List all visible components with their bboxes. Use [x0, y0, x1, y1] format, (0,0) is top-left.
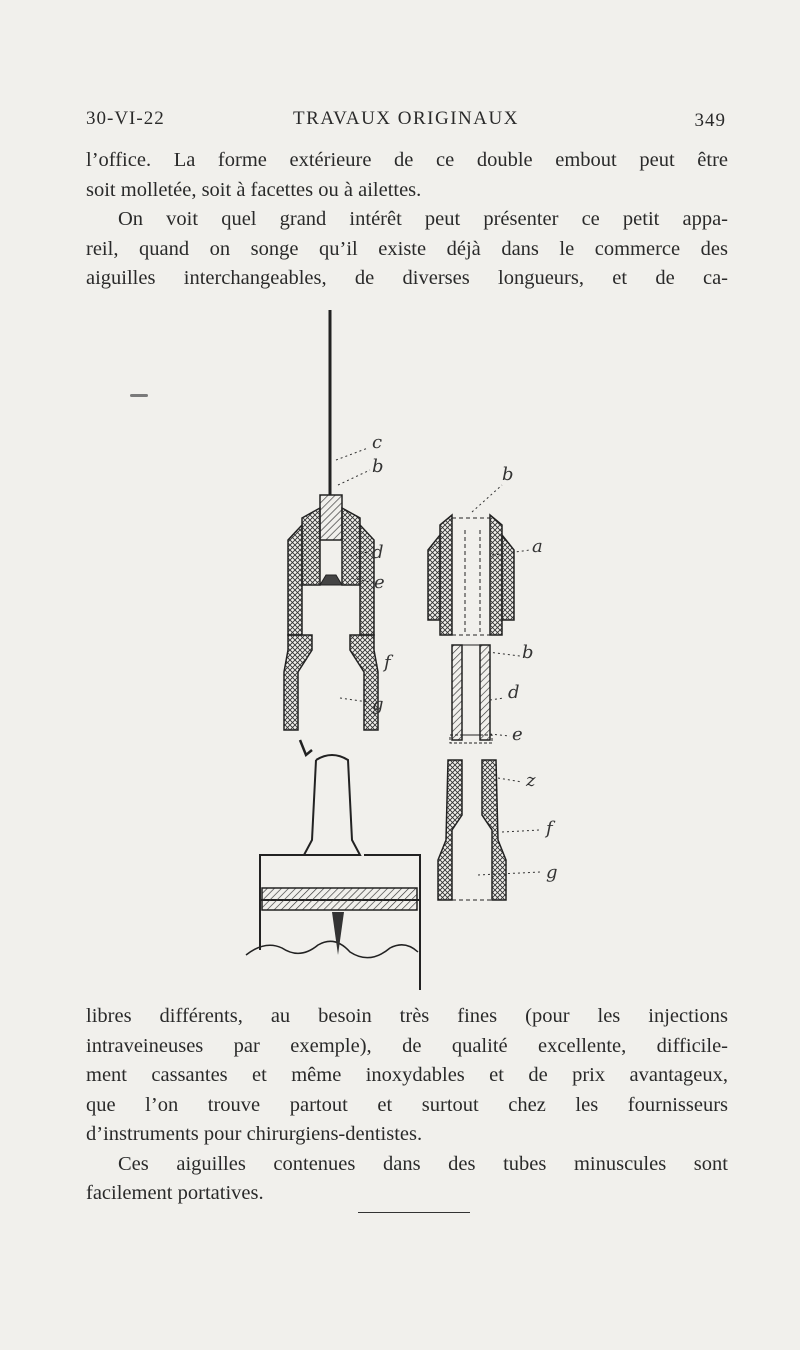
text-line: que l’on trouve partout et surtout chez les fournisseurs [86, 1093, 728, 1116]
text-line: l’office. La forme extérieure de ce double embout peut être [86, 149, 728, 171]
label-d: d [372, 542, 384, 563]
hub-b [452, 645, 490, 740]
mount-seat [320, 575, 342, 585]
label-b: b [502, 464, 514, 485]
text-line: intraveineuses par exemple), de qualité excellente, difficile- [86, 1034, 728, 1057]
needle-diagram [240, 300, 580, 1000]
label-f: f [546, 818, 553, 839]
label-z: z [526, 770, 536, 791]
label-d: d [508, 682, 520, 703]
label-a: a [532, 536, 543, 557]
text-line: soit molletée, soit à facettes ou à ailettes. [86, 178, 422, 201]
ink-speck [130, 394, 148, 397]
paragraph [86, 1002, 728, 1150]
mount-taper [284, 635, 312, 730]
mount-a [440, 515, 502, 635]
running-header [86, 108, 726, 136]
text-line: libres différents, au besoin très fines (pour les injections [86, 1005, 728, 1027]
needle-hub [320, 495, 342, 540]
paragraph [86, 205, 728, 294]
label-b: b [522, 642, 534, 663]
text-line: reil, quand on songe qu’il existe déjà dans le commerce des [86, 237, 728, 260]
mount-taper [350, 635, 378, 730]
text-line: aiguilles interchangeables, de diverses longueurs, et de ca- [86, 267, 728, 289]
text-line: Ces aiguilles contenues dans des tubes minuscules sont [118, 1152, 728, 1175]
body-text-top [86, 146, 728, 294]
label-f: f [384, 652, 391, 673]
label-c: c [372, 432, 383, 453]
label-e: e [374, 572, 385, 593]
adapter-z [438, 760, 462, 900]
label-g: g [372, 694, 384, 715]
text-line: On voit quel grand intérêt peut présenter ce petit appa- [118, 208, 728, 230]
header-section-title: TRAVAUX ORIGINAUX [293, 108, 519, 129]
paragraph [86, 146, 728, 205]
label-e: e [512, 724, 523, 745]
label-g: g [546, 862, 558, 883]
paragraph [86, 1150, 728, 1209]
text-line: ment cassantes et même inoxydables et de prix avantageux, [86, 1064, 728, 1086]
header-date: 30-VI-22 [86, 108, 165, 129]
syringe-nozzle [260, 755, 420, 900]
syringe-piston [262, 888, 417, 910]
body-text-bottom [86, 1002, 728, 1209]
needle-mount-figure [240, 300, 580, 1000]
text-line: facilement portatives. [86, 1182, 264, 1204]
end-rule [358, 1212, 470, 1213]
page-number: 349 [694, 110, 726, 131]
text-line: d’instruments pour chirurgiens-dentistes. [86, 1123, 423, 1145]
label-b: b [372, 456, 384, 477]
